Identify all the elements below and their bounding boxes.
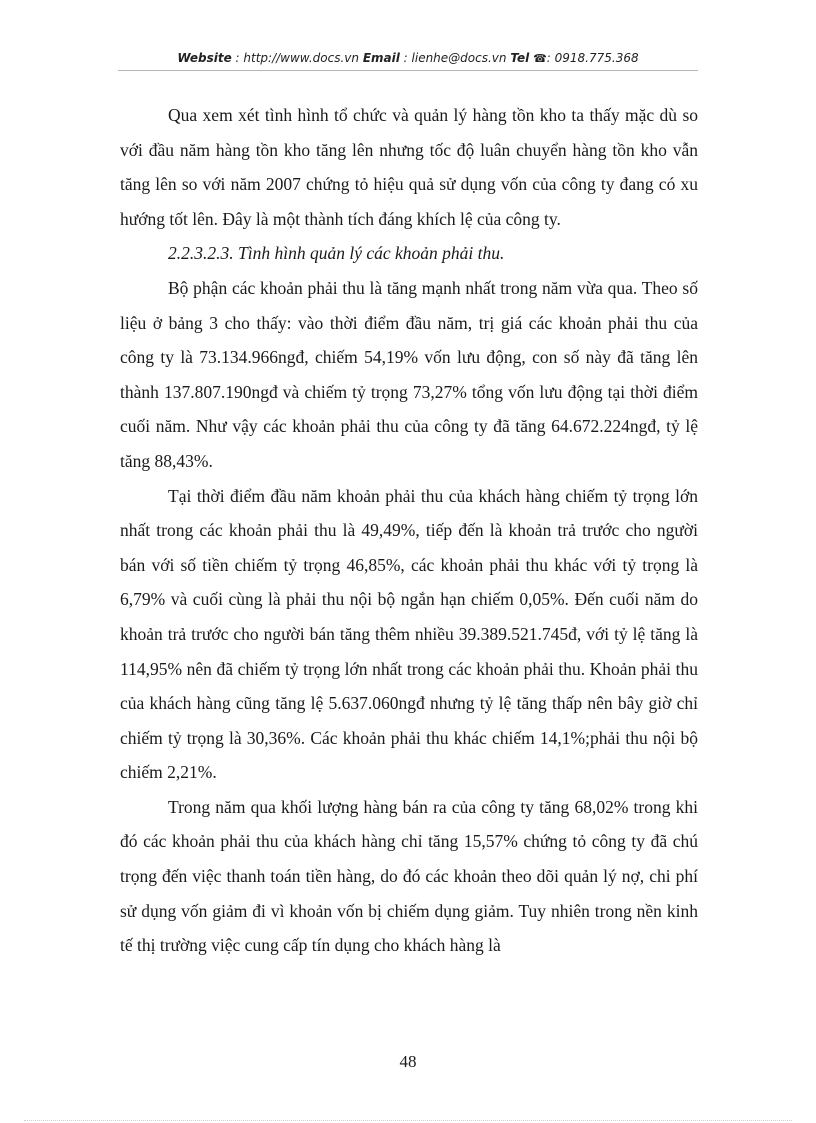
section-heading: 2.2.3.2.3. Tình hình quản lý các khoản phải thu.	[168, 243, 505, 264]
page-bottom-edge	[24, 1120, 792, 1121]
page-header	[118, 51, 698, 65]
tel-value: : 0918.775.368	[546, 51, 639, 65]
phone-icon: ☎	[533, 52, 547, 65]
website-label: Website	[177, 51, 232, 65]
paragraph-sales-vs-receivables: Trong năm qua khối lượng hàng bán ra của công ty tăng 68,02% trong khi đó các khoản phải thu của khách hàng chỉ tăng 15,57% chứng tỏ công ty đã chú trọng đến việc thanh toán tiền hàng, do đó các khoản theo dõi quản lý nợ, chi phí sử dụng vốn giảm đi vì khoản vốn bị chiếm dụng giảm. Tuy nhiên trong nền kinh tế thị trường việc cung cấp tín dụng cho khách hàng là	[120, 796, 698, 956]
header-divider	[118, 70, 698, 71]
tel-label: Tel	[510, 51, 530, 65]
website-value: : http://www.docs.vn	[235, 51, 359, 65]
email-value: : lienhe@docs.vn	[403, 51, 507, 65]
email-label: Email	[362, 51, 400, 65]
paragraph-inventory-summary: Qua xem xét tình hình tổ chức và quản lý hàng tồn kho ta thấy mặc dù so với đầu năm hàng tồn kho tăng lên nhưng tốc độ luân chuyển hàng tồn kho vẫn tăng lên so với năm 2007 chứng tỏ hiệu quả sử dụng vốn của công ty đang có xu hướng tốt lên. Đây là một thành tích đáng khích lệ của công ty.	[120, 105, 698, 229]
paragraph-receivables-overview: Bộ phận các khoản phải thu là tăng mạnh nhất trong năm vừa qua. Theo số liệu ở bảng 3 cho thấy: vào thời điểm đầu năm, trị giá các khoản phải thu của công ty là 73.134.966ngđ, chiếm 54,19% vốn lưu động, con số này đã tăng lên thành 137.807.190ngđ và chiếm tỷ trọng 73,27% tổng vốn lưu động tại thời điểm cuối năm. Như vậy các khoản phải thu của công ty đã tăng 64.672.224ngđ, tỷ lệ tăng 88,43%.	[120, 277, 698, 471]
paragraph-receivables-structure: Tại thời điểm đầu năm khoản phải thu của khách hàng chiếm tỷ trọng lớn nhất trong các khoản phải thu là 49,49%, tiếp đến là khoản trả trước cho người bán với số tiền chiếm tỷ trọng 46,85%, các khoản phải thu khác với tỷ trọng là 6,79% và cuối cùng là phải thu nội bộ ngắn hạn chiếm 0,05%. Đến cuối năm do khoản trả trước cho người bán tăng thêm nhiều 39.389.521.745đ, với tỷ lệ tăng là 114,95% nên đã chiếm tỷ trọng lớn nhất trong các khoản phải thu. Khoản phải thu của khách hàng cũng tăng lệ 5.637.060ngđ nhưng tỷ lệ tăng thấp nên bây giờ chỉ chiếm tỷ trọng là 30,36%. Các khoản phải thu khác chiếm 14,1%;phải thu nội bộ chiếm 2,21%.	[120, 485, 698, 783]
document-body	[120, 98, 698, 963]
page-number: 48	[399, 1052, 417, 1071]
